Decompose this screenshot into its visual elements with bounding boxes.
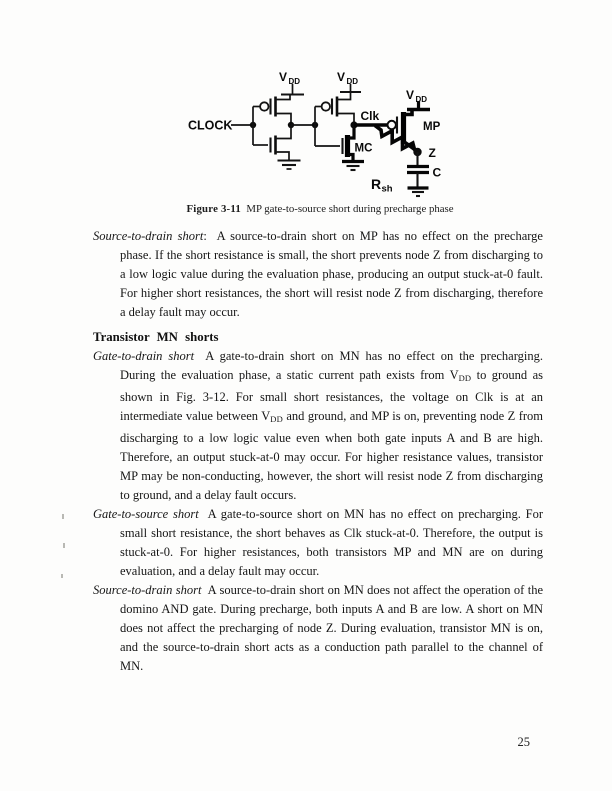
paragraph-source-to-drain-mp: Source-to-drain short: A source-to-drain short on MP has no effect on the precharge phase. If the short resistance is small, the short prevents node Z from discharging to a low logic value during the evaluation phase, producing an output stuck-at-0 fault. For higher short resistances, the short will resist node Z from discharging, therefore a delay fault may occur. (93, 229, 543, 319)
clk-label: Clk (360, 109, 380, 123)
paragraph-source-to-drain-mn: Source-to-drain short A source-to-drain short on MN does not affect the operation of the domino AND gate. During precharge, both inputs A and B are low. A short on MN does not affect the precharging of node Z. During evaluation, transistor MN is on, and the source-to-drain short acts as a conduction path parallel to the channel of MN. (93, 583, 543, 673)
c-label: C (432, 165, 442, 180)
svg-text:V: V (406, 88, 415, 102)
pmos1-gate-bubble-icon (260, 102, 268, 110)
mp-label: MP (423, 121, 441, 133)
svg-text:V: V (279, 70, 288, 84)
vdd-label-3 (406, 88, 427, 104)
ground-symbol-3 (408, 188, 429, 196)
figure-caption-text: MP gate-to-source short during precharge phase (240, 203, 454, 215)
scan-artifact (63, 543, 65, 548)
figure-caption (140, 203, 500, 215)
paragraph-gate-to-source-mn: Gate-to-source short A gate-to-source short on MN has no effect on precharging. For small short resistance, the short behaves as Clk stuck-at-0. Therefore, the output is stuck-at-0. For higher resistances, both transistors MP and MN are on during evaluation, and a delay fault may occur. (93, 507, 543, 578)
scan-artifact (61, 574, 63, 578)
ground-symbol-2 (342, 162, 364, 171)
svg-text:DD: DD (346, 77, 359, 86)
pmos2-gate-bubble-icon (322, 102, 330, 110)
clock-label: CLOCK (188, 118, 233, 133)
page-number: 25 (517, 735, 530, 749)
svg-text:DD: DD (288, 77, 301, 86)
ground-symbol-1 (278, 161, 301, 170)
svg-text:sh: sh (381, 183, 393, 195)
mp-gate-bubble-icon (388, 121, 396, 129)
vdd-label-2 (337, 70, 358, 86)
z-label: Z (428, 146, 436, 160)
section-heading: Transistor MN shorts (93, 330, 219, 344)
vdd-label-1 (279, 70, 300, 86)
svg-text:R: R (371, 176, 382, 192)
rsh-label (371, 176, 393, 195)
inverter-1 (231, 84, 304, 169)
paragraph-gate-to-drain-mn: Gate-to-drain short A gate-to-drain short on MN has no effect on the precharging. During the evaluation phase, a static current path exists from VDD to ground as shown in Fig. 3-12. For small short resistances, the voltage on Clk is at an intermediate value between VDD and ground, and MP is on, preventing node Z from discharging to a low logic value even when both gate inputs A and B are high. Therefore, an output stuck-at-0 may occur. For higher resistance values, transistor MP may be non-conducting, however, the short will resist node Z from discharging to ground, and a delay fault occurs. (93, 349, 544, 502)
capacitor-c (407, 152, 429, 196)
mc-label: MC (354, 142, 373, 155)
svg-text:V: V (337, 70, 346, 84)
circuit-diagram (180, 60, 480, 205)
figure-caption-number: Figure 3-11 (186, 203, 241, 215)
svg-text:DD: DD (415, 95, 428, 104)
scan-artifact (62, 514, 64, 519)
body-text (93, 227, 543, 676)
